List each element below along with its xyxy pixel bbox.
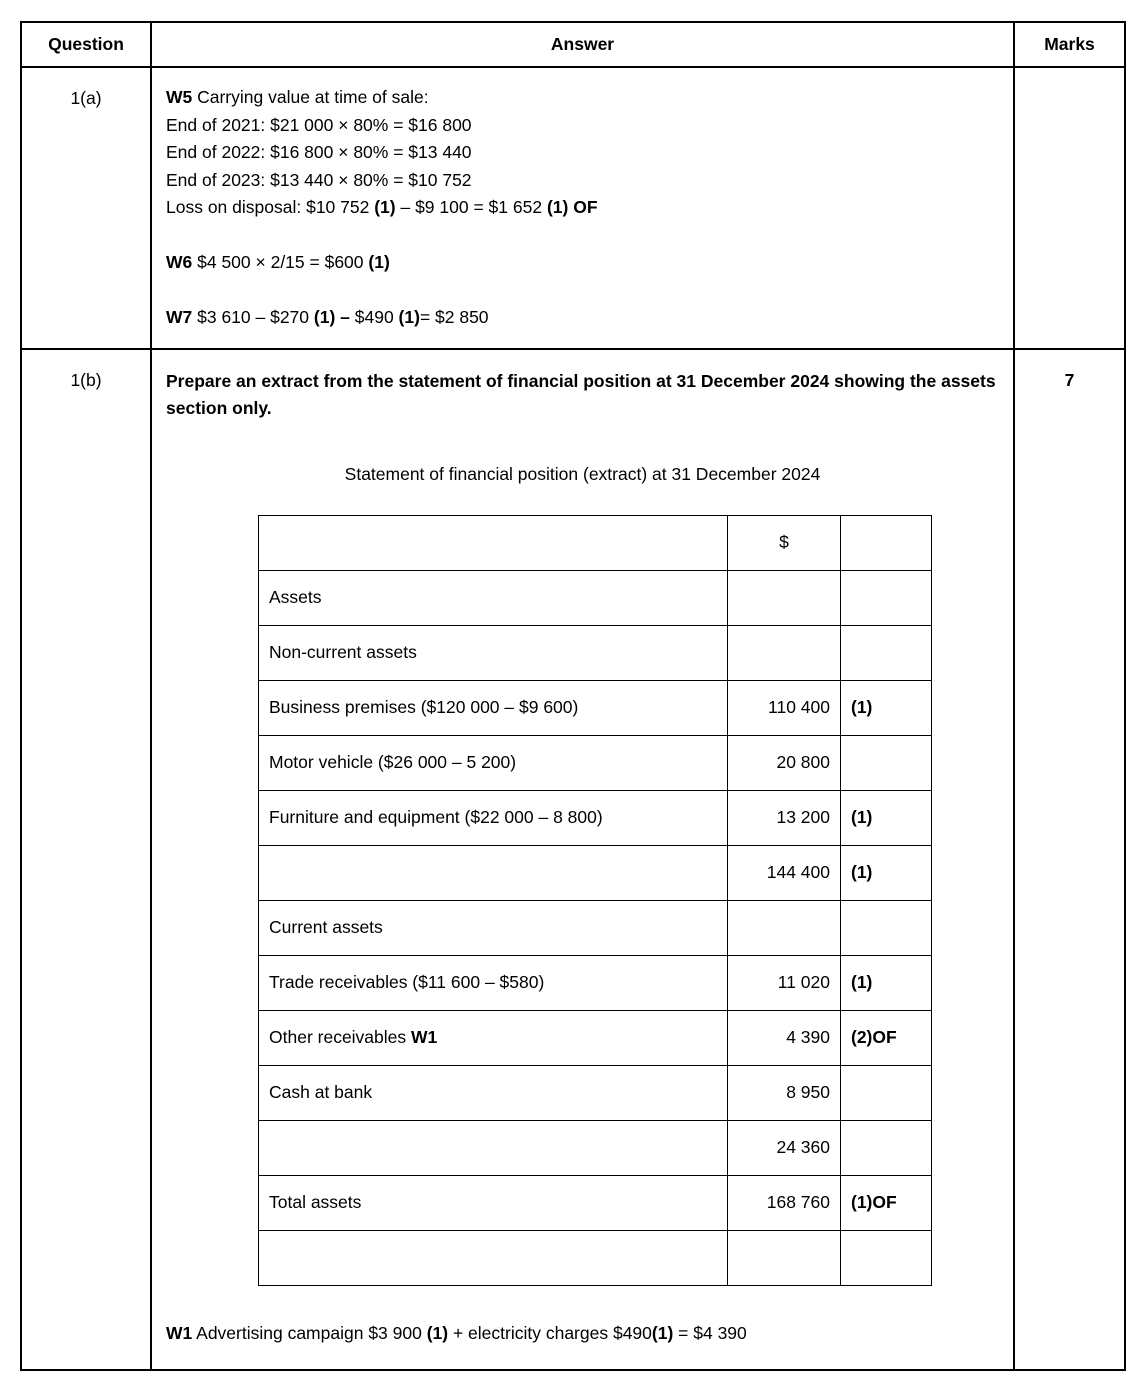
row-question-1b — [21, 349, 1125, 1370]
text-segment: + electricity charges $490 — [448, 1322, 652, 1343]
sofp-label-cell — [259, 1065, 728, 1120]
sofp-row — [259, 1065, 932, 1120]
sofp-mark-cell — [841, 625, 932, 680]
sofp-amount-cell: 144 400 — [728, 845, 841, 900]
text-segment: = $2 850 — [419, 307, 489, 327]
text-segment: Cash at bank — [269, 1082, 373, 1102]
sofp-mark-cell: (1) — [841, 680, 932, 735]
sofp-mark-cell — [841, 570, 932, 625]
marks-1b: 7 — [1014, 349, 1125, 1370]
sofp-mark-cell: (1) — [841, 790, 932, 845]
sofp-row — [259, 1010, 932, 1065]
sofp-amount-cell — [728, 625, 841, 680]
sofp-row — [259, 900, 932, 955]
text-segment: Loss on disposal: $10 752 — [166, 197, 375, 217]
sofp-mark-cell — [841, 1065, 932, 1120]
sofp-amount-cell — [728, 570, 841, 625]
mark-scheme-table — [20, 21, 1126, 1371]
sofp-label-cell — [259, 900, 728, 955]
text-segment: Carrying value at time of sale: — [192, 87, 429, 107]
sofp-row — [259, 515, 932, 570]
sofp-table-body — [259, 515, 932, 1285]
sofp-row — [259, 680, 932, 735]
mark-scheme-header — [21, 22, 1125, 67]
text-segment: Trade receivables ($11 600 – $580) — [269, 972, 545, 992]
sofp-amount-cell: 4 390 — [728, 1010, 841, 1065]
sofp-row — [259, 845, 932, 900]
marks-column-header: Marks — [1014, 22, 1125, 67]
bold-text-segment: W6 — [166, 252, 193, 272]
bold-text-segment: (1) — [368, 252, 390, 272]
sofp-row — [259, 735, 932, 790]
header-row — [21, 22, 1125, 67]
sofp-label-cell — [259, 955, 728, 1010]
bold-text-segment: W1 — [166, 1322, 193, 1343]
sofp-label-cell — [259, 515, 728, 570]
working-line — [166, 84, 999, 112]
bold-text-segment: W1 — [411, 1027, 438, 1047]
sofp-mark-cell — [841, 1120, 932, 1175]
sofp-amount-cell: 168 760 — [728, 1175, 841, 1230]
question-number-1b: 1(b) — [21, 349, 151, 1370]
sofp-label-cell — [259, 570, 728, 625]
bold-text-segment: (1) — [546, 197, 569, 217]
sofp-label-cell — [259, 1175, 728, 1230]
text-segment: Non-current assets — [269, 642, 417, 662]
bold-text-segment: OF — [573, 197, 598, 217]
sofp-row — [259, 1120, 932, 1175]
sofp-mark-cell — [841, 735, 932, 790]
sofp-label-cell — [259, 845, 728, 900]
bold-text-segment: (1) — [374, 197, 396, 217]
text-segment: $3 610 – $270 — [192, 307, 314, 327]
sofp-label-cell — [259, 1010, 728, 1065]
sofp-table-title: Statement of financial position (extract) at 31 December 2024 — [344, 463, 821, 484]
w1-working-note — [166, 1320, 999, 1347]
sofp-amount-cell: $ — [728, 515, 841, 570]
working-line — [166, 249, 999, 277]
text-segment: End of 2021: $21 000 × 80% = $16 800 — [166, 114, 472, 135]
answer-cell-1a — [151, 67, 1014, 349]
working-line — [166, 139, 999, 167]
sofp-mark-cell: (2)OF — [841, 1010, 932, 1065]
text-segment: Assets — [269, 587, 322, 607]
sofp-mark-cell — [841, 900, 932, 955]
sofp-amount-cell — [728, 900, 841, 955]
marks-1a — [1014, 67, 1125, 349]
working-line — [166, 304, 999, 332]
sofp-label-cell — [259, 1230, 728, 1285]
row-question-1a — [21, 67, 1125, 349]
sofp-label-cell — [259, 790, 728, 845]
text-segment: Business premises ($120 000 – $9 600) — [269, 697, 579, 717]
sofp-label-cell — [259, 625, 728, 680]
sofp-amount-cell: 11 020 — [728, 955, 841, 1010]
working-line — [166, 194, 999, 222]
sofp-amount-cell: 24 360 — [728, 1120, 841, 1175]
sofp-row — [259, 570, 932, 625]
question-1b-prompt: Prepare an extract from the statement of financial position at 31 December 2024 showing the assets section only. — [166, 370, 996, 418]
text-segment: End of 2023: $13 440 × 80% = $10 752 — [166, 169, 472, 190]
sofp-row — [259, 1230, 932, 1285]
blank-line — [166, 277, 999, 305]
text-segment: Other receivables — [269, 1027, 412, 1047]
text-segment: End of 2022: $16 800 × 80% = $13 440 — [166, 142, 472, 162]
text-segment: Advertising campaign $3 900 — [192, 1322, 427, 1343]
blank-line — [166, 222, 999, 250]
sofp-amount-cell: 110 400 — [728, 680, 841, 735]
sofp-row — [259, 625, 932, 680]
sofp-mark-cell: (1)OF — [841, 1175, 932, 1230]
bold-text-segment: W7 — [166, 307, 193, 327]
text-segment: Furniture and equipment ($22 000 – 8 800) — [269, 807, 603, 827]
sofp-row — [259, 790, 932, 845]
bold-text-segment: (1) — [313, 307, 336, 327]
answer-column-header: Answer — [151, 22, 1014, 67]
text-segment: Current assets — [269, 917, 383, 937]
sofp-row — [259, 955, 932, 1010]
sofp-mark-cell — [841, 1230, 932, 1285]
text-segment: = $4 390 — [673, 1322, 747, 1343]
bold-text-segment: – — [340, 307, 350, 327]
sofp-row — [259, 1175, 932, 1230]
text-segment: Motor vehicle ($26 000 – 5 200) — [269, 752, 517, 772]
sofp-amount-cell: 20 800 — [728, 735, 841, 790]
working-line — [166, 112, 999, 140]
sofp-label-cell — [259, 735, 728, 790]
question-column-header: Question — [21, 22, 151, 67]
sofp-amount-cell: 8 950 — [728, 1065, 841, 1120]
sofp-extract-table — [258, 515, 932, 1286]
sofp-label-cell — [259, 680, 728, 735]
text-segment: $490 — [349, 307, 399, 327]
bold-text-segment: W5 — [166, 87, 193, 107]
bold-text-segment: (1) — [398, 307, 420, 327]
text-segment: Total assets — [269, 1192, 362, 1212]
working-line — [166, 167, 999, 195]
text-segment: – $9 100 = $1 652 — [395, 197, 547, 217]
sofp-mark-cell: (1) — [841, 955, 932, 1010]
answer-cell-1b — [151, 349, 1014, 1370]
text-segment: $4 500 × 2/15 = $600 — [192, 252, 369, 272]
sofp-mark-cell: (1) — [841, 845, 932, 900]
sofp-amount-cell: 13 200 — [728, 790, 841, 845]
sofp-mark-cell — [841, 515, 932, 570]
question-number-1a: 1(a) — [21, 67, 151, 349]
sofp-label-cell — [259, 1120, 728, 1175]
answer-1a-workings — [166, 84, 999, 332]
sofp-amount-cell — [728, 1230, 841, 1285]
bold-text-segment: (1) — [426, 1322, 449, 1343]
bold-text-segment: (1) — [651, 1322, 674, 1343]
